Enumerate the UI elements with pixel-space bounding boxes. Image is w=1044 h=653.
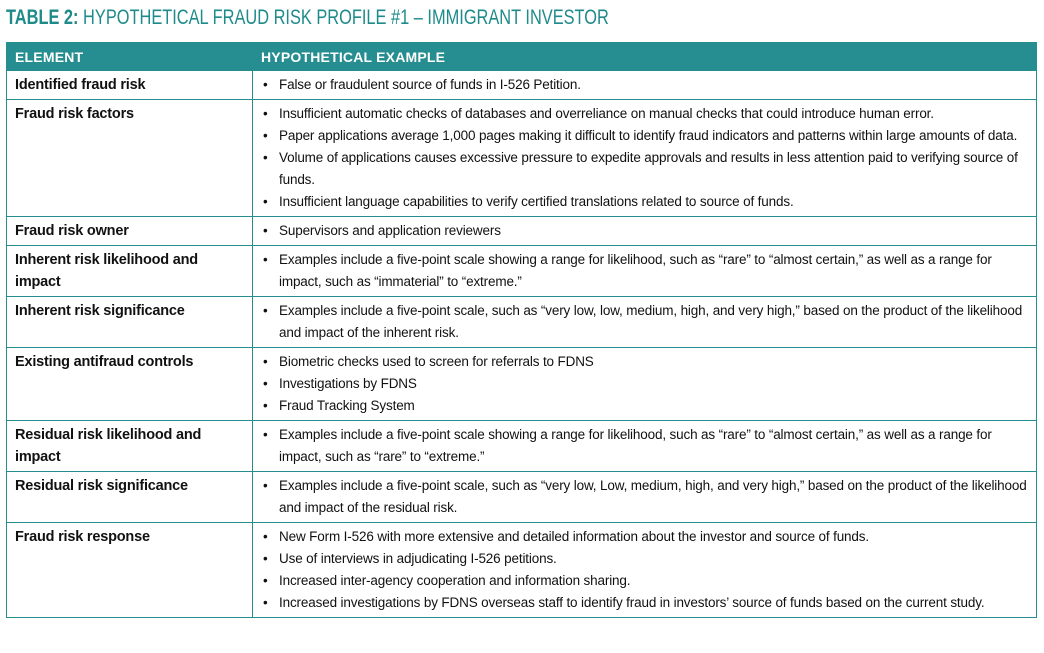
example-bullet-list — [261, 220, 1030, 242]
example-bullet-item: • Investigations by FDNS — [261, 373, 1030, 395]
table-row — [7, 421, 1037, 472]
example-bullet-item: • Insufficient language capabilities to verify certified translations related to source of funds. — [261, 191, 1030, 213]
example-bullet-item: • Supervisors and application reviewers — [261, 220, 1030, 242]
example-cell — [253, 421, 1037, 472]
example-bullet-list — [261, 351, 1030, 417]
example-cell — [253, 523, 1037, 618]
example-bullet-item: • Fraud Tracking System — [261, 395, 1030, 417]
example-bullet-list — [261, 475, 1030, 519]
header-element: ELEMENT — [7, 43, 253, 71]
example-bullet-list — [261, 249, 1030, 293]
example-bullet-item: • False or fraudulent source of funds in I-526 Petition. — [261, 74, 1030, 96]
example-bullet-item: • Increased inter-agency cooperation and information sharing. — [261, 570, 1030, 592]
element-cell: Residual risk likelihood and impact — [7, 421, 253, 472]
table-row — [7, 217, 1037, 246]
example-bullet-list — [261, 424, 1030, 468]
example-bullet-item: • Use of interviews in adjudicating I-526 petitions. — [261, 548, 1030, 570]
example-bullet-item: • Insufficient automatic checks of databases and overreliance on manual checks that could introduce human error. — [261, 103, 1030, 125]
example-bullet-item: • Paper applications average 1,000 pages making it difficult to identify fraud indicators and patterns within large amounts of data. — [261, 125, 1030, 147]
example-cell — [253, 246, 1037, 297]
example-bullet-item: • Biometric checks used to screen for referrals to FDNS — [261, 351, 1030, 373]
element-cell: Residual risk significance — [7, 472, 253, 523]
table-title-text: HYPOTHETICAL FRAUD RISK PROFILE #1 – IMMIGRANT INVESTOR — [83, 6, 609, 29]
table-title-label: TABLE 2: — [6, 6, 79, 29]
element-cell: Inherent risk likelihood and impact — [7, 246, 253, 297]
example-cell — [253, 100, 1037, 217]
example-cell — [253, 348, 1037, 421]
element-cell: Fraud risk owner — [7, 217, 253, 246]
example-cell — [253, 217, 1037, 246]
example-cell — [253, 297, 1037, 348]
table-row — [7, 523, 1037, 618]
example-bullet-item: • Examples include a five-point scale, such as “very low, low, medium, high, and very high,” based on the product of the likelihood and impact of the inherent risk. — [261, 300, 1030, 344]
element-cell: Fraud risk response — [7, 523, 253, 618]
example-bullet-list — [261, 103, 1030, 213]
element-cell: Existing antifraud controls — [7, 348, 253, 421]
example-bullet-item: • Examples include a five-point scale showing a range for likelihood, such as “rare” to “almost certain,” as well as a range for impact, such as “immaterial” to “extreme.” — [261, 249, 1030, 293]
element-cell: Fraud risk factors — [7, 100, 253, 217]
table-body — [7, 71, 1037, 618]
example-bullet-item: • Examples include a five-point scale, such as “very low, Low, medium, high, and very high,” based on the product of the likelihood and impact of the residual risk. — [261, 475, 1030, 519]
table-row — [7, 297, 1037, 348]
header-example: HYPOTHETICAL EXAMPLE — [253, 43, 1037, 71]
example-bullet-list — [261, 74, 1030, 96]
element-cell: Inherent risk significance — [7, 297, 253, 348]
element-cell: Identified fraud risk — [7, 71, 253, 100]
table-row — [7, 100, 1037, 217]
header-row — [7, 43, 1037, 71]
example-bullet-item: • Examples include a five-point scale showing a range for likelihood, such as “rare” to “almost certain,” as well as a range for impact, such as “rare” to “extreme.” — [261, 424, 1030, 468]
table-row — [7, 348, 1037, 421]
example-bullet-list — [261, 526, 1030, 614]
table-title — [6, 4, 609, 32]
fraud-risk-profile-table — [6, 42, 1037, 618]
table-row — [7, 71, 1037, 100]
example-cell — [253, 472, 1037, 523]
table-row — [7, 472, 1037, 523]
table-row — [7, 246, 1037, 297]
example-bullet-item: • Volume of applications causes excessive pressure to expedite approvals and results in less attention paid to verifying source of funds. — [261, 147, 1030, 191]
example-bullet-list — [261, 300, 1030, 344]
example-cell — [253, 71, 1037, 100]
example-bullet-item: • New Form I-526 with more extensive and detailed information about the investor and source of funds. — [261, 526, 1030, 548]
example-bullet-item: • Increased investigations by FDNS overseas staff to identify fraud in investors’ source of funds based on the current study. — [261, 592, 1030, 614]
